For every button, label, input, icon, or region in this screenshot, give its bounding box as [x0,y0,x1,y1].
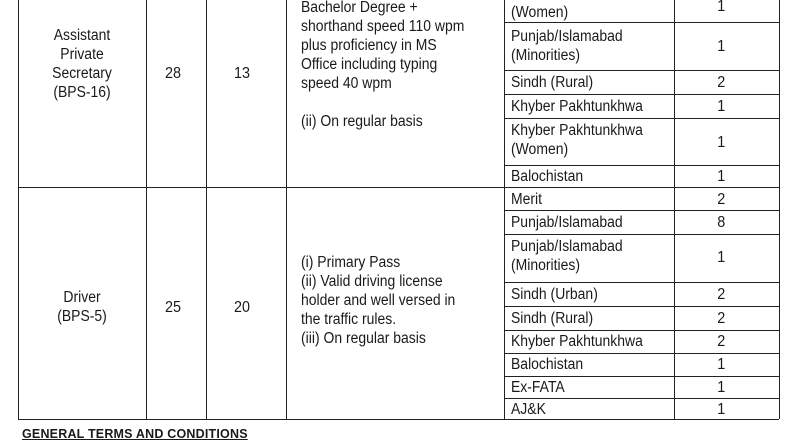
qualification-line: speed 40 wpm [301,75,392,92]
quota-separator [504,353,779,354]
table-border-left [18,0,19,419]
general-terms-heading: GENERAL TERMS AND CONDITIONS [22,427,248,441]
quota-count: 1 [717,401,726,418]
quota-separator [504,234,779,235]
post-title-line: (BPS-5) [57,308,107,325]
quota-region: Punjab/Islamabad (Minorities) [511,238,623,274]
quota-count: 1 [717,356,726,373]
quota-region: AJ&K [511,401,546,418]
quota-separator [504,70,779,71]
quota-region: Khyber Pakhtunkhwa [511,98,643,115]
qualification-line: (iii) On regular basis [301,330,426,347]
quota-region: Khyber Pakhtunkhwa [511,333,643,350]
quota-count: 1 [717,0,726,15]
post-title-line: (BPS-16) [53,84,111,101]
qualification-line: shorthand speed 110 wpm [301,18,465,35]
post-title [24,288,139,326]
table-border-bottom [18,419,779,420]
quota-separator [504,165,779,166]
quota-region: Sindh (Urban) [511,286,598,303]
quota-count: 1 [717,98,726,115]
post-count: 13 [233,65,251,82]
quota-count: 2 [717,74,726,91]
table-border-right [779,0,780,419]
qualification-line [301,93,464,112]
quota-count: 2 [717,286,726,303]
quota-separator [504,210,779,211]
quota-separator [504,94,779,95]
quota-region: Sindh (Rural) [511,74,594,91]
quota-region: Balochistan [511,356,584,373]
qualification [301,0,464,131]
quota-count: 2 [717,191,726,208]
post-title-line: Private [60,46,104,63]
column-divider [146,0,147,419]
quota-region: (Women) [511,4,569,21]
qualification-line: the traffic rules. [301,311,397,328]
quota-region: Sindh (Rural) [511,310,594,327]
quota-count: 1 [717,249,726,266]
post-title-line: Secretary [52,65,112,82]
quota-region: Balochistan [511,168,584,185]
quota-region: Khyber Pakhtunkhwa (Women) [511,122,643,158]
qualification-line: (ii) On regular basis [301,113,423,130]
qualification-line: plus proficiency in MS [301,37,437,54]
quota-count: 1 [717,134,726,151]
age-limit: 28 [164,65,182,82]
quota-region: Punjab/Islamabad (Minorities) [511,28,623,64]
quota-region: Ex-FATA [511,379,565,396]
age-limit: 25 [164,299,182,316]
quota-separator [504,22,779,23]
quota-separator [504,376,779,377]
quota-separator [504,282,779,283]
quota-separator [504,398,779,399]
post-title-line: Driver [63,289,101,306]
qualification-line: Bachelor Degree + [301,0,418,16]
quota-separator [504,330,779,331]
quota-count: 1 [717,168,726,185]
post-title [24,26,139,102]
column-divider [206,0,207,419]
qualification-line: holder and well versed in [301,292,456,309]
qualification-line: (ii) Valid driving license [301,273,443,290]
quota-count: 2 [717,333,726,350]
qualification [301,253,455,348]
quota-region: Merit [511,191,543,208]
quota-separator [504,306,779,307]
post-count: 20 [233,299,251,316]
qualification-line: Office including typing [301,56,438,73]
quota-count: 2 [717,310,726,327]
quota-count: 1 [717,379,726,396]
row-separator [18,187,779,188]
quota-separator [504,118,779,119]
column-divider [286,0,287,419]
qualification-line: (i) Primary Pass [301,254,401,271]
quota-count: 1 [717,38,726,55]
quota-count: 8 [717,214,726,231]
post-title-line: Assistant [53,27,111,44]
quota-region: Punjab/Islamabad [511,214,623,231]
